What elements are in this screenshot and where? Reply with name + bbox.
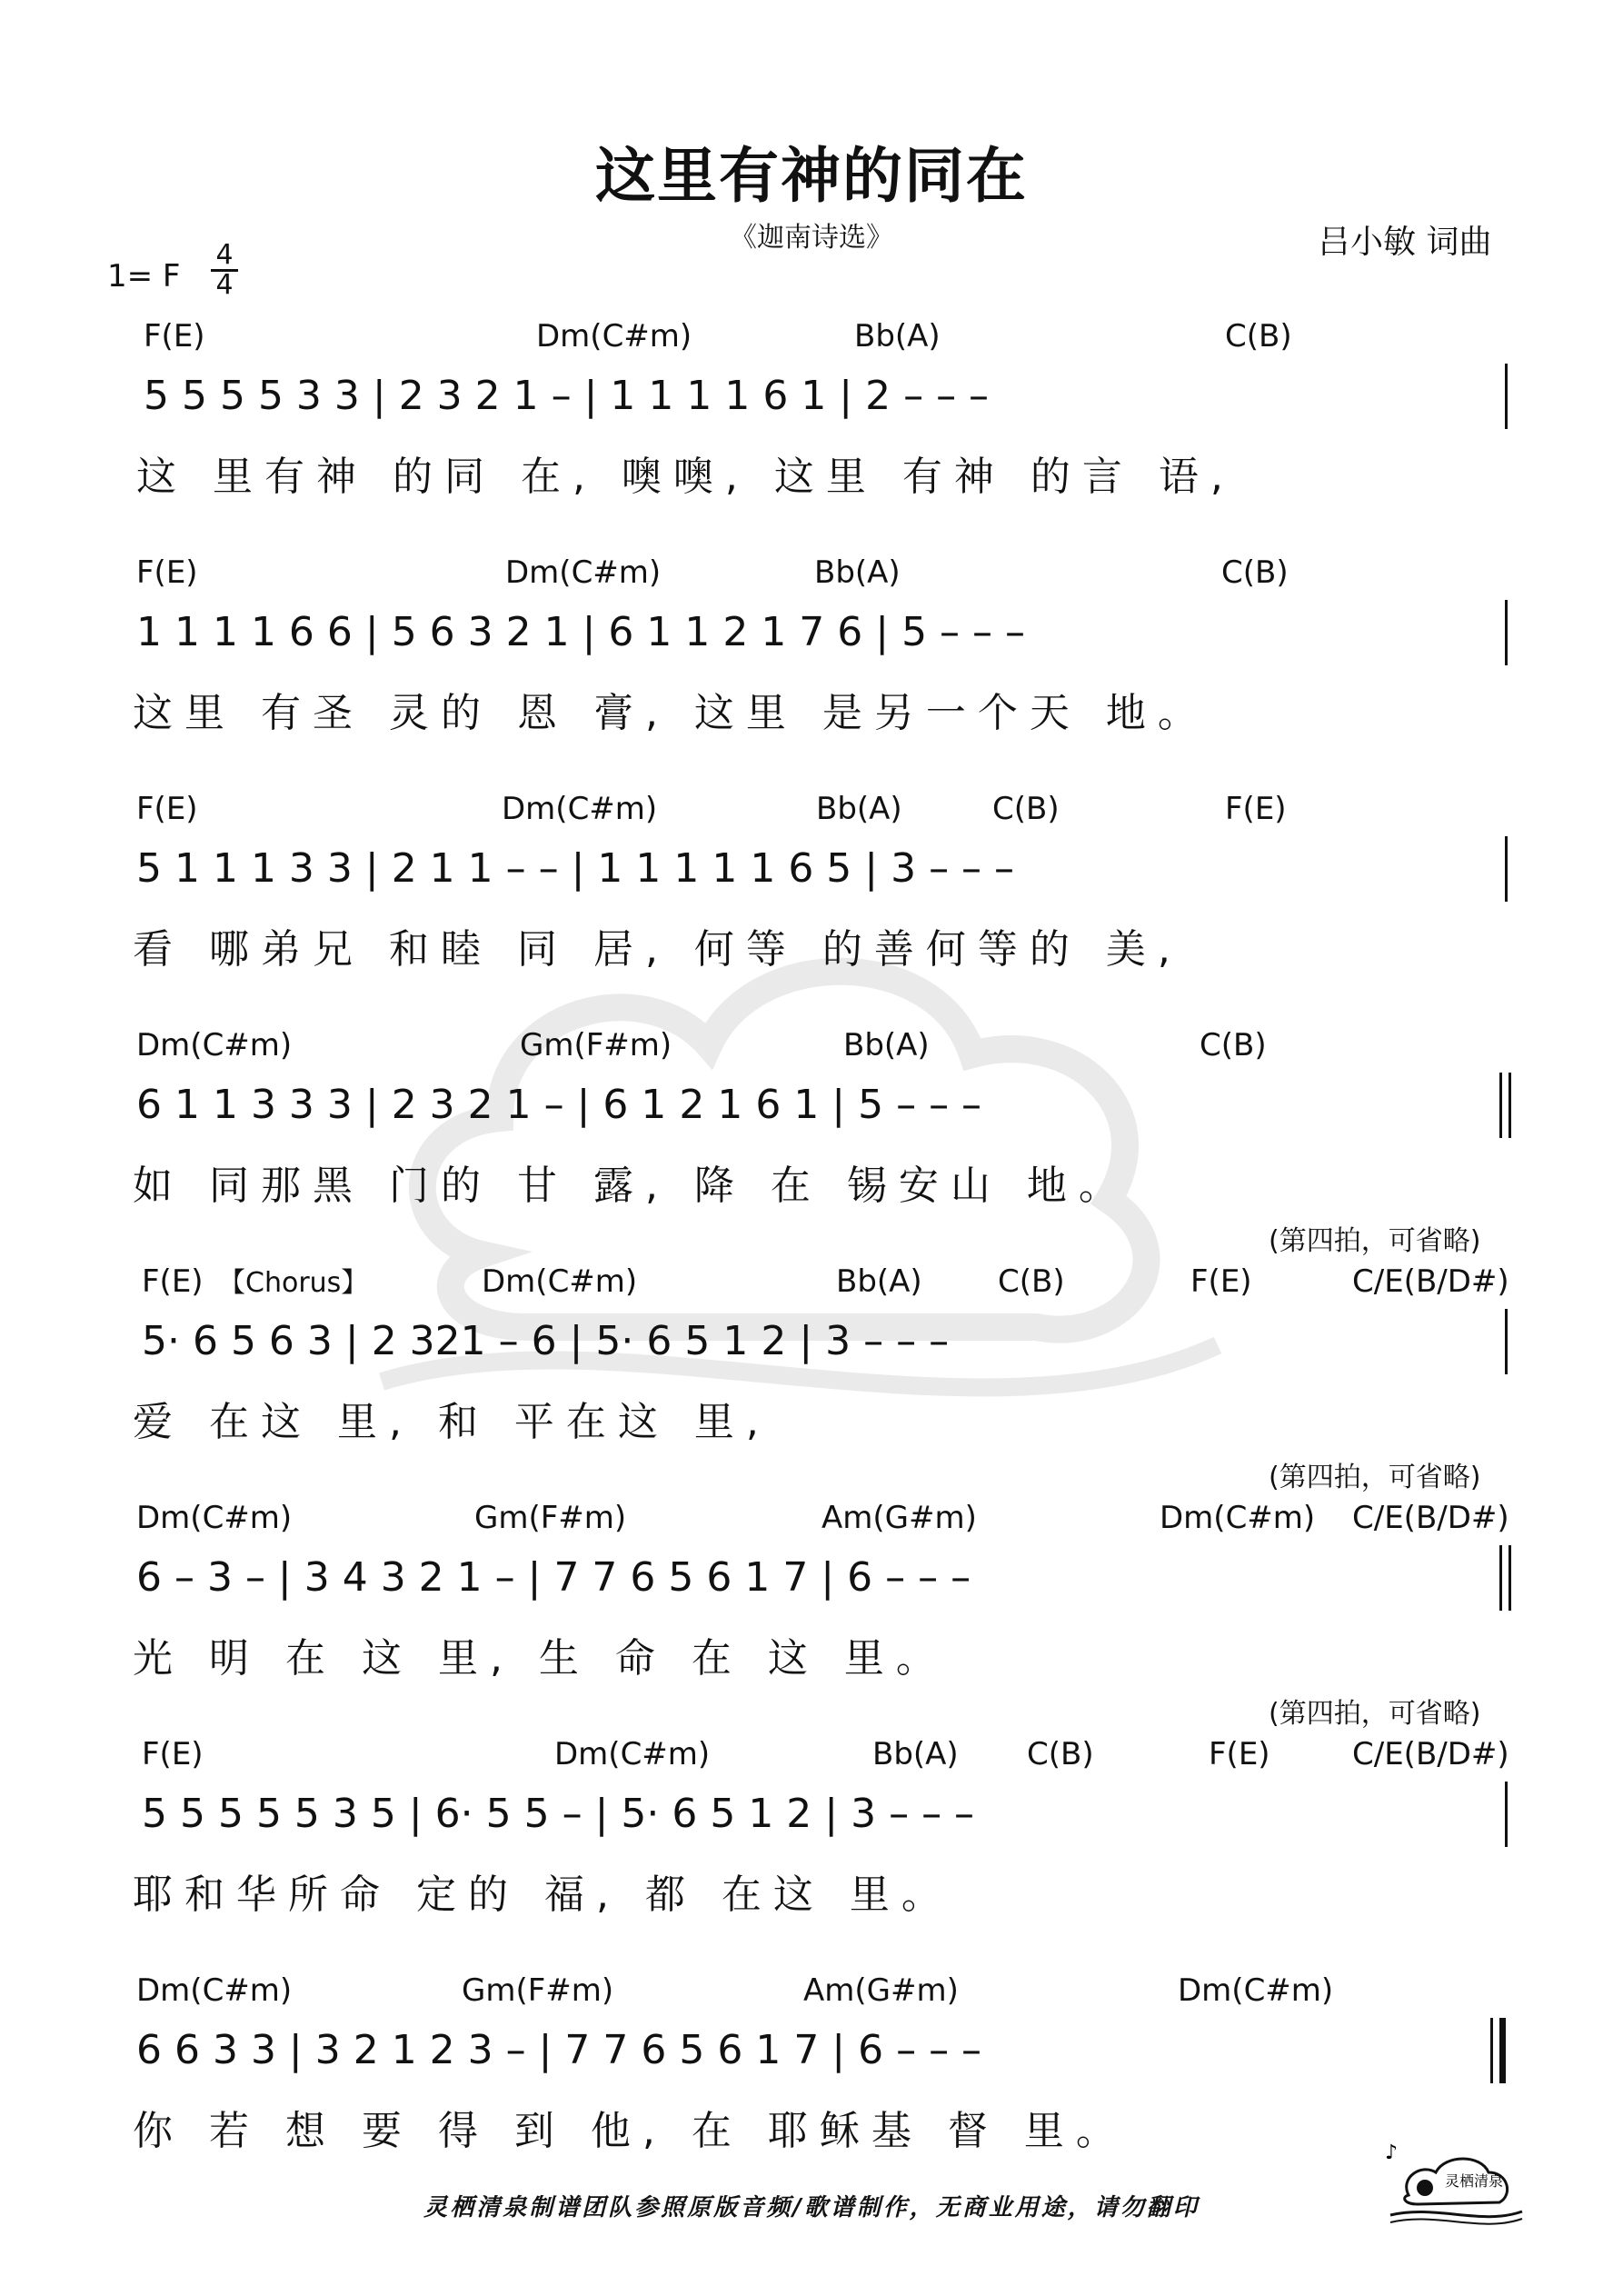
chord-label: F(E) — [1225, 791, 1287, 827]
score-system-3 — [0, 791, 1623, 1027]
song-title: 这里有神的同在 — [595, 141, 1028, 211]
chord-label: C(B) — [1221, 554, 1289, 591]
double-barline — [1499, 1545, 1502, 1611]
meter-bottom: 4 — [215, 269, 234, 301]
chord-label: Bb(A) — [836, 1263, 922, 1300]
chord-label: F(E) — [142, 1263, 204, 1300]
chord-label: Dm(C#m) — [482, 1263, 638, 1300]
lyrics-line: 这 里有神 的同 在, 噢噢, 这里 有神 的言 语, — [136, 454, 1235, 500]
chord-label: Dm(C#m) — [536, 318, 692, 354]
lyrics-line: 光 明 在 这 里, 生 命 在 这 里。 — [133, 1635, 948, 1682]
lyrics-line: 如 同那黑 门的 甘 露, 降 在 锡安山 地。 — [133, 1163, 1130, 1209]
chord-label: C/E(B/D#) — [1352, 1500, 1509, 1536]
lyrics-line: 这里 有圣 灵的 恩 膏, 这里 是另一个天 地。 — [133, 690, 1210, 736]
score-system-1 — [0, 318, 1623, 554]
chord-label: Dm(C#m) — [1178, 1972, 1334, 2009]
chord-label: C(B) — [1027, 1736, 1094, 1772]
score-system-7 — [0, 1736, 1623, 1972]
chord-label: F(E) — [1209, 1736, 1270, 1772]
chord-label: Dm(C#m) — [1160, 1500, 1316, 1536]
chord-label: Dm(C#m) — [136, 1500, 293, 1536]
time-signature — [211, 239, 238, 301]
barline — [1505, 1782, 1508, 1847]
chord-label: C(B) — [1200, 1027, 1267, 1063]
chord-label: F(E) — [1190, 1263, 1252, 1300]
notation-line: 5 5 5 5 3 3 | 2 3 2 1 – | 1 1 1 1 6 1 | 2 – – – — [144, 373, 990, 419]
notation-line: 1 1 1 1 6 6 | 5 6 3 2 1 | 6 1 1 2 1 7 6 | 5 – – – — [136, 609, 1026, 655]
chord-label: Bb(A) — [854, 318, 941, 354]
song-author: 吕小敏 词曲 — [1318, 224, 1492, 261]
barline — [1505, 600, 1508, 665]
notation-line: 6 1 1 3 3 3 | 2 3 2 1 – | 6 1 2 1 6 1 | 5 – – – — [136, 1082, 982, 1128]
optional-beat-note: (第四拍，可省略) — [1269, 1462, 1481, 1493]
chord-label: Bb(A) — [816, 791, 902, 827]
chorus-label: 【Chorus】 — [218, 1267, 369, 1299]
chord-label: Dm(C#m) — [554, 1736, 711, 1772]
chord-label: Gm(F#m) — [474, 1500, 627, 1536]
chord-label: C/E(B/D#) — [1352, 1736, 1509, 1772]
notation-line: 5 1 1 1 3 3 | 2 1 1 – – | 1 1 1 1 1 6 5 | 3 – – – — [136, 845, 1015, 892]
final-barline — [1490, 2018, 1493, 2083]
chord-label: Dm(C#m) — [136, 1972, 293, 2009]
notation-line: 6 6 3 3 | 3 2 1 2 3 – | 7 7 6 5 6 1 7 | 6 – – – — [136, 2027, 982, 2073]
lyrics-line: 爱 在这 里, 和 平在这 里, — [133, 1399, 771, 1445]
optional-beat-note: (第四拍，可省略) — [1269, 1225, 1481, 1257]
chord-label: Dm(C#m) — [136, 1027, 293, 1063]
barline — [1505, 836, 1508, 902]
chord-label: F(E) — [142, 1736, 204, 1772]
sheep-logo — [1381, 2131, 1527, 2231]
logo-text: 灵栖清泉 — [1445, 2172, 1504, 2190]
chord-label: Bb(A) — [872, 1736, 959, 1772]
notation-line: 5· 6 5 6 3 | 2 321 – 6 | 5· 6 5 1 2 | 3 – – – — [142, 1318, 950, 1364]
copyright-footer: 灵栖清泉制谱团队参照原版音频/歌谱制作，无商业用途，请勿翻印 — [423, 2194, 1200, 2221]
chord-label: Gm(F#m) — [520, 1027, 672, 1063]
key-signature: 1= F — [107, 258, 181, 294]
barline — [1505, 1309, 1508, 1374]
score-system-2 — [0, 554, 1623, 791]
chord-label: Bb(A) — [843, 1027, 930, 1063]
lyrics-line: 你 若 想 要 得 到 他, 在 耶稣基 督 里。 — [133, 2108, 1128, 2154]
song-source: 《迦南诗选》 — [730, 222, 893, 254]
chord-label: Dm(C#m) — [502, 791, 658, 827]
meter-top: 4 — [215, 239, 234, 271]
chord-label: Dm(C#m) — [505, 554, 662, 591]
chord-label: Am(G#m) — [821, 1500, 977, 1536]
notation-line: 6 – 3 – | 3 4 3 2 1 – | 7 7 6 5 6 1 7 | 6 – – – — [136, 1554, 971, 1601]
chord-label: Am(G#m) — [803, 1972, 959, 2009]
chord-label: Gm(F#m) — [462, 1972, 614, 2009]
optional-beat-note: (第四拍，可省略) — [1269, 1698, 1481, 1730]
chord-label: C/E(B/D#) — [1352, 1263, 1509, 1300]
chord-label: F(E) — [136, 791, 198, 827]
chord-label: C(B) — [1225, 318, 1292, 354]
score-system-8 — [0, 1972, 1623, 2209]
chord-label: C(B) — [998, 1263, 1065, 1300]
svg-text:♪: ♪ — [1385, 2141, 1399, 2164]
chord-label: F(E) — [136, 554, 198, 591]
lyrics-line: 看 哪弟兄 和睦 同 居, 何等 的善何等的 美, — [133, 926, 1182, 973]
chord-label: C(B) — [992, 791, 1060, 827]
lyrics-line: 耶和华所命 定的 福, 都 在这 里。 — [133, 1872, 953, 1918]
barline — [1505, 364, 1508, 429]
chord-label: Bb(A) — [814, 554, 901, 591]
notation-line: 5 5 5 5 5 3 5 | 6· 5 5 – | 5· 6 5 1 2 | 3 – – – — [142, 1791, 975, 1837]
chord-label: F(E) — [144, 318, 205, 354]
double-barline — [1499, 1073, 1502, 1138]
